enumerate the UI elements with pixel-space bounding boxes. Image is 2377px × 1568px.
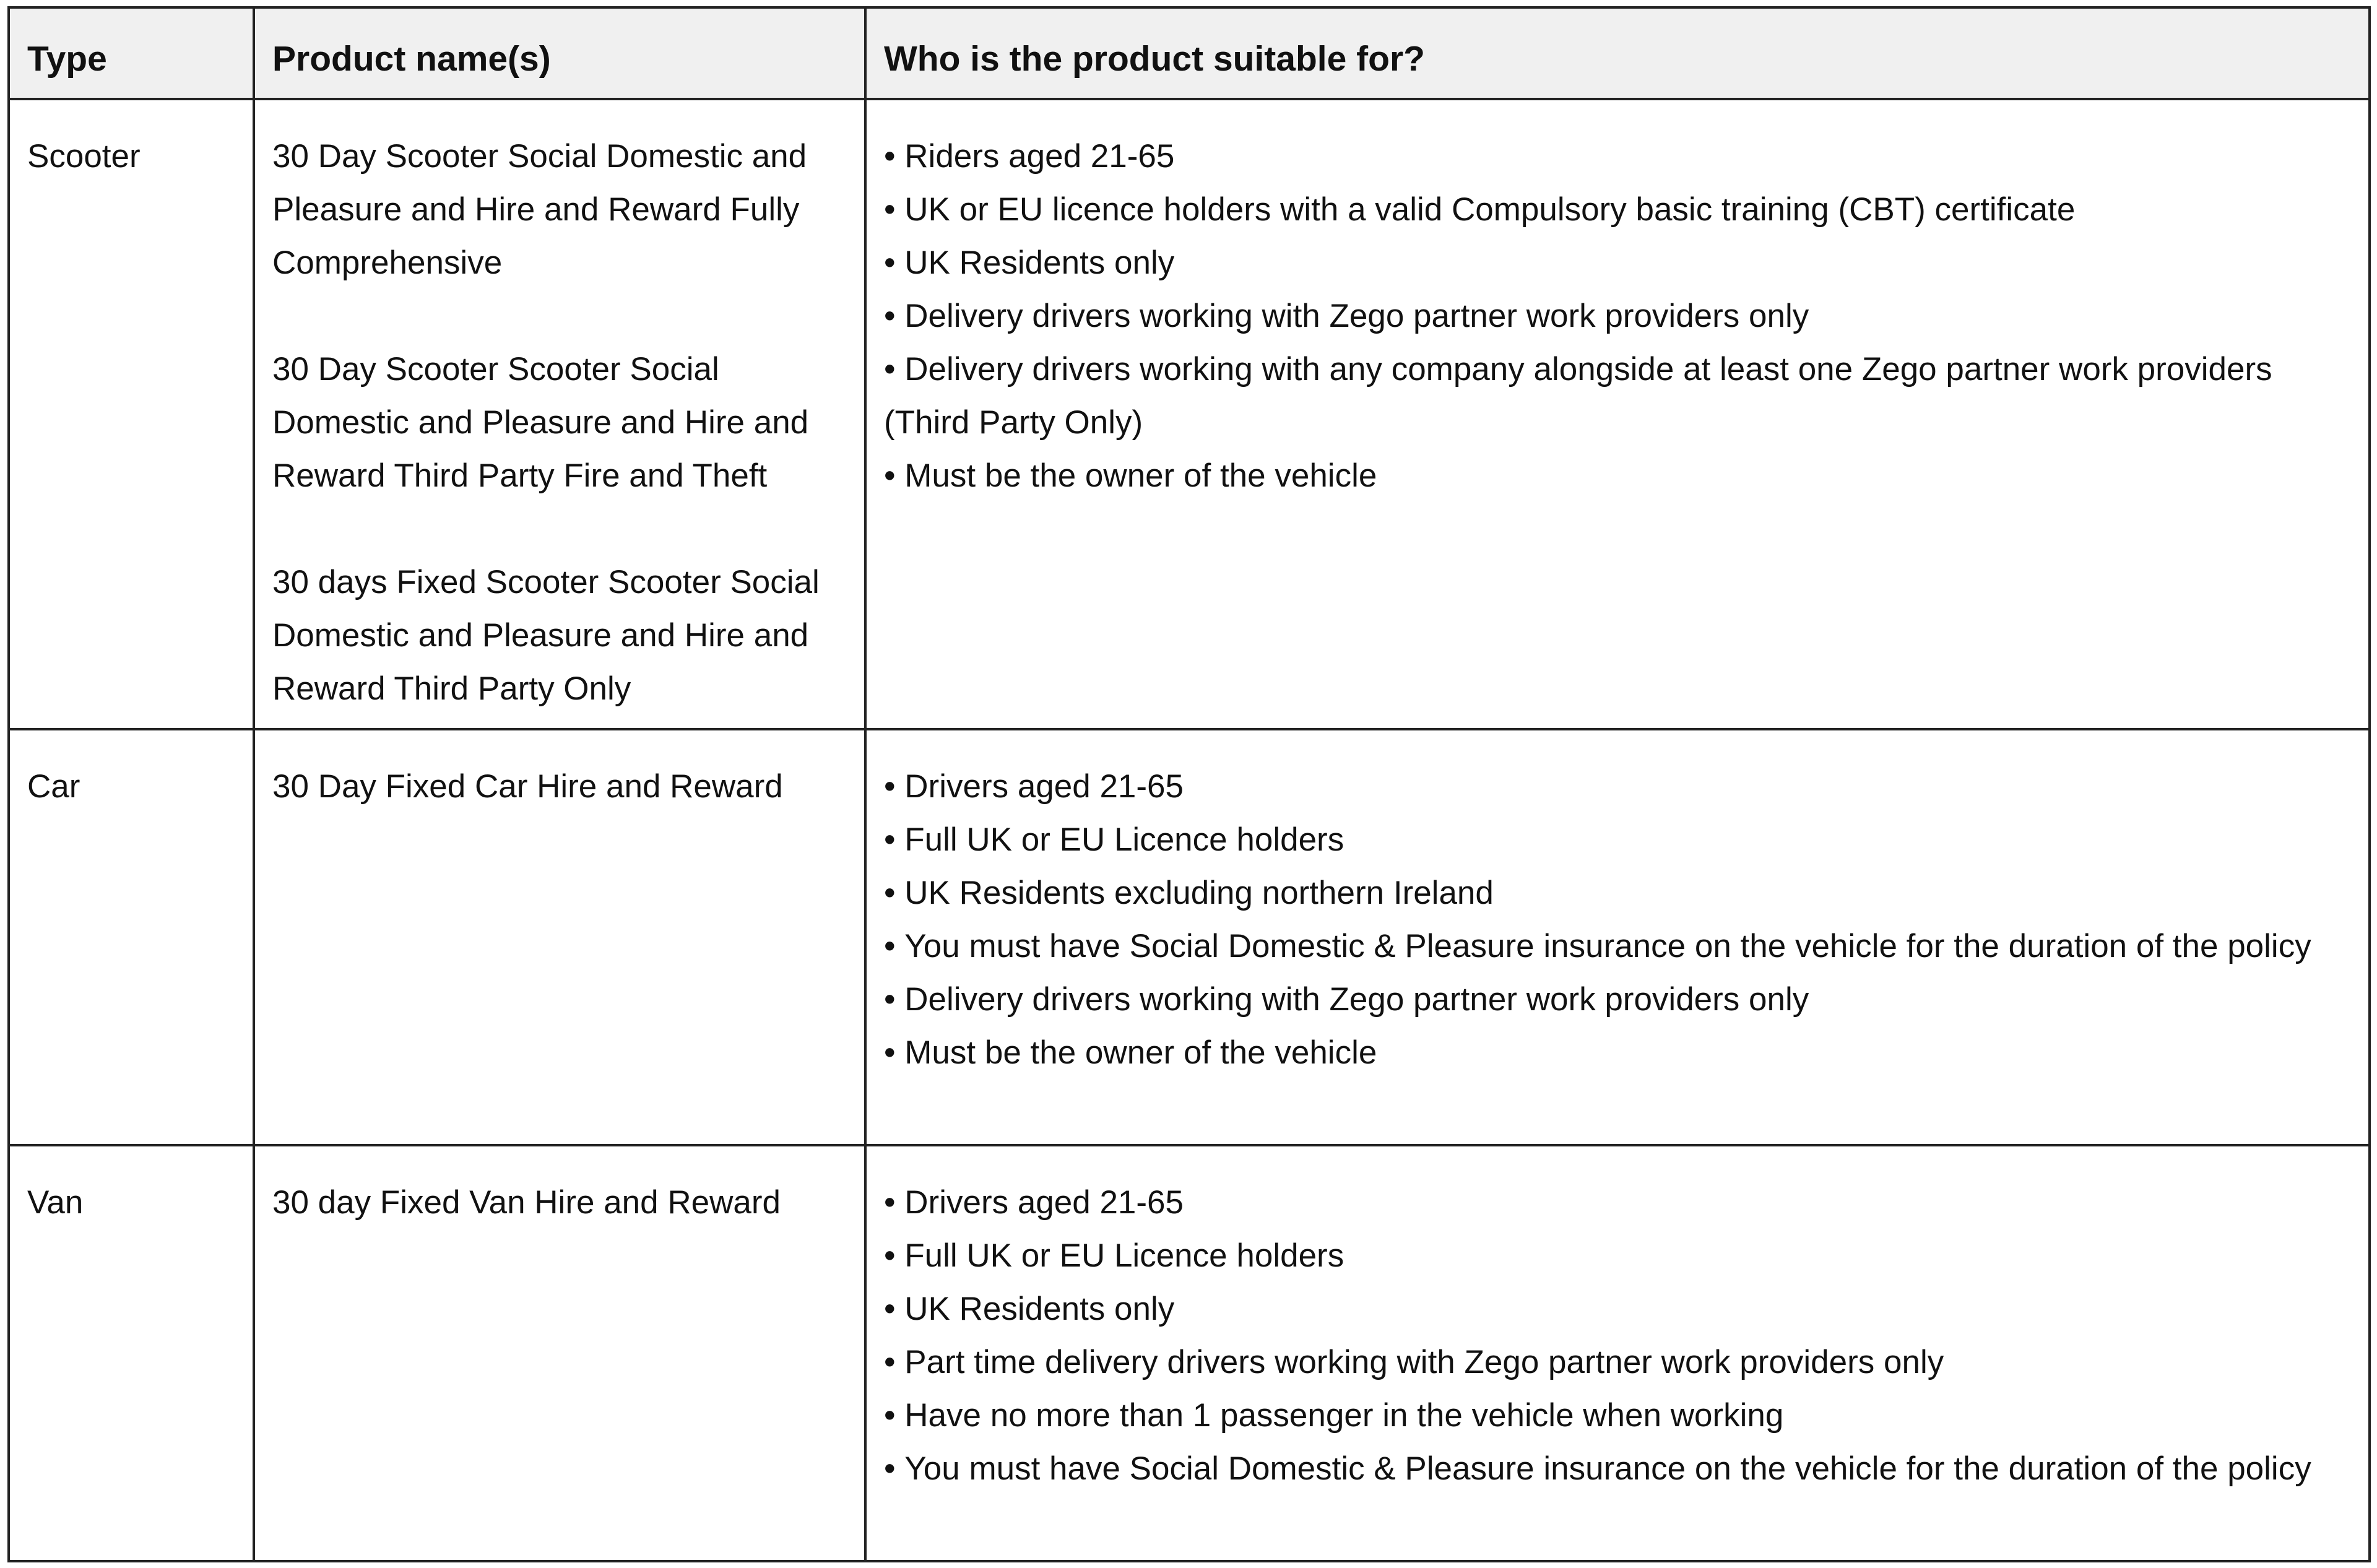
criteria-item: • Delivery drivers working with Zego partner work providers only <box>884 973 2351 1026</box>
criteria-item: • UK Residents only <box>884 236 2351 290</box>
criteria-item: • Riders aged 21-65 <box>884 130 2351 183</box>
type-cell: Car <box>9 729 254 1145</box>
criteria-item: • Part time delivery drivers working with Zego partner work providers only <box>884 1336 2351 1389</box>
criteria-item: • Must be the owner of the vehicle <box>884 1026 2351 1080</box>
criteria-item: • Drivers aged 21-65 <box>884 760 2351 813</box>
criteria-item: • Full UK or EU Licence holders <box>884 1229 2351 1283</box>
product-names-cell <box>254 99 865 729</box>
suitability-cell <box>865 99 2370 729</box>
suitability-cell <box>865 729 2370 1145</box>
table-header-row <box>9 7 2370 99</box>
criteria-item: • Have no more than 1 passenger in the vehicle when working <box>884 1389 2351 1442</box>
criteria-item: • Must be the owner of the vehicle <box>884 449 2351 503</box>
table-row-car <box>9 729 2370 1145</box>
product-name: 30 Day Fixed Car Hire and Reward <box>272 768 783 805</box>
criteria-item: • UK Residents only <box>884 1283 2351 1336</box>
column-header-suitability: Who is the product suitable for? <box>865 7 2370 99</box>
criteria-item: • Drivers aged 21-65 <box>884 1176 2351 1229</box>
product-name: 30 day Fixed Van Hire and Reward <box>272 1184 781 1221</box>
product-names-cell <box>254 1145 865 1561</box>
product-name: 30 days Fixed Scooter Scooter Social Domestic and Pleasure and Hire and Reward Third Party Only <box>272 564 820 707</box>
suitability-cell <box>865 1145 2370 1561</box>
suitability-table-container <box>7 6 2371 1560</box>
criteria-item: • UK Residents excluding northern Ireland <box>884 867 2351 920</box>
table-row-van <box>9 1145 2370 1561</box>
product-names-cell <box>254 729 865 1145</box>
table-row-scooter <box>9 99 2370 729</box>
type-cell: Van <box>9 1145 254 1561</box>
criteria-item: • Delivery drivers working with any company alongside at least one Zego partner work providers (Third Party Only) <box>884 343 2351 449</box>
criteria-item: • You must have Social Domestic & Pleasure insurance on the vehicle for the duration of the policy <box>884 1442 2351 1496</box>
criteria-list <box>884 1176 2351 1496</box>
criteria-item: • UK or EU licence holders with a valid Compulsory basic training (CBT) certificate <box>884 183 2351 236</box>
criteria-item: • Full UK or EU Licence holders <box>884 813 2351 867</box>
criteria-item: • Delivery drivers working with Zego partner work providers only <box>884 290 2351 343</box>
criteria-list <box>884 760 2351 1080</box>
product-suitability-table <box>7 6 2371 1562</box>
type-cell: Scooter <box>9 99 254 729</box>
criteria-item: • You must have Social Domestic & Pleasure insurance on the vehicle for the duration of the policy <box>884 920 2351 973</box>
criteria-list <box>884 130 2351 503</box>
product-name: 30 Day Scooter Social Domestic and Pleasure and Hire and Reward Fully Comprehensive <box>272 138 807 281</box>
column-header-type: Type <box>9 7 254 99</box>
product-name: 30 Day Scooter Scooter Social Domestic and Pleasure and Hire and Reward Third Party Fire and Theft <box>272 351 809 494</box>
column-header-product-names: Product name(s) <box>254 7 865 99</box>
